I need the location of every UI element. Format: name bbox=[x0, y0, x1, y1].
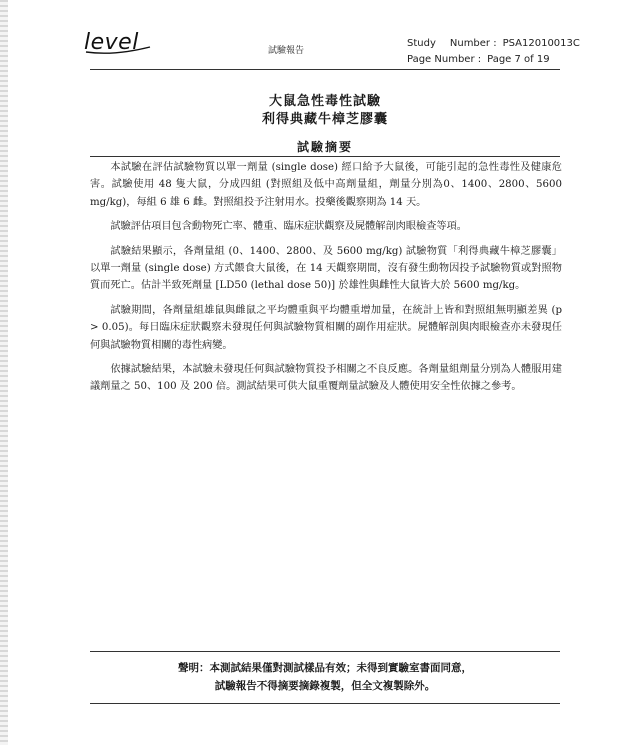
page-number-row bbox=[407, 52, 580, 68]
study-info bbox=[407, 36, 580, 68]
page-number-label: Page Number : bbox=[407, 54, 482, 65]
section-heading: 試驗摘要 bbox=[296, 140, 353, 154]
logo-text: level bbox=[84, 30, 139, 55]
report-title: 大鼠急性毒性試驗 bbox=[268, 94, 381, 109]
summary-paragraph: 試驗結果顯示，各劑量組 (0、1400、2800、及 5600 mg/kg) 試驗物質「利得典藏牛樟芝膠囊」以單一劑量 (single dose) 方式餵食大鼠後，在 14 天觀察期間，沒有發生動物因投予試驗物質或對照物質而死亡。估計半致死劑量 [LD50 (lethal dose 50)] 於雄性與雌性大鼠皆大於 5600 mg/kg。 bbox=[90, 245, 562, 292]
footer-divider-bottom bbox=[90, 703, 560, 704]
summary-paragraph: 試驗期間，各劑量組雄鼠與雌鼠之平均體重與平均體重增加量，在統計上皆和對照組無明顯差異 (p > 0.05)。每日臨床症狀觀察未發現任何與試驗物質相關的副作用症狀。屍體解剖與肉眼檢查亦未發現任何與試驗物質相關的毒性病變。 bbox=[90, 304, 562, 351]
section-divider bbox=[90, 156, 560, 157]
study-number-label: Number : bbox=[449, 38, 497, 49]
study-number-row bbox=[407, 36, 580, 52]
report-subtitle: 利得典藏牛樟芝膠囊 bbox=[261, 112, 388, 127]
footer-statement bbox=[90, 659, 560, 695]
summary-paragraph: 本試驗在評估試驗物質以單一劑量 (single dose) 經口給予大鼠後，可能引起的急性毒性及健康危害。試驗使用 48 隻大鼠，分成四組 (對照組及低中高劑量組，劑量分別為0、1400、2800、5600 mg/kg)，每組 6 雄 6 雌。對照組投予注射用水。投藥後觀察期為 14 天。 bbox=[90, 162, 562, 208]
logo-swoosh-icon bbox=[84, 46, 154, 56]
header-center-label: 試驗報告 bbox=[268, 46, 305, 56]
footer-line-1: 聲明：本測試結果僅對測試樣品有效；未得到實驗室書面同意， bbox=[178, 662, 472, 674]
scan-edge bbox=[0, 0, 8, 745]
footer-line-2: 試驗報告不得摘要摘錄複製，但全文複製除外。 bbox=[214, 680, 436, 692]
study-number: PSA12010013C bbox=[502, 38, 580, 49]
header-divider bbox=[90, 69, 560, 70]
summary-paragraph: 試驗評估項目包含動物死亡率、體重、臨床症狀觀察及屍體解剖肉眼檢查等項。 bbox=[110, 221, 467, 233]
footer-divider-top bbox=[90, 651, 560, 652]
study-label: Study bbox=[407, 38, 436, 49]
summary-paragraph: 依據試驗結果，本試驗未發現任何與試驗物質投予相關之不良反應。各劑量組劑量分別為人體服用建議劑量之 50、100 及 200 倍。測試結果可供大鼠重覆劑量試驗及人體使用安全性依據之參考。 bbox=[90, 364, 562, 393]
page-number: Page 7 of 19 bbox=[487, 54, 550, 65]
summary-body bbox=[90, 159, 562, 403]
